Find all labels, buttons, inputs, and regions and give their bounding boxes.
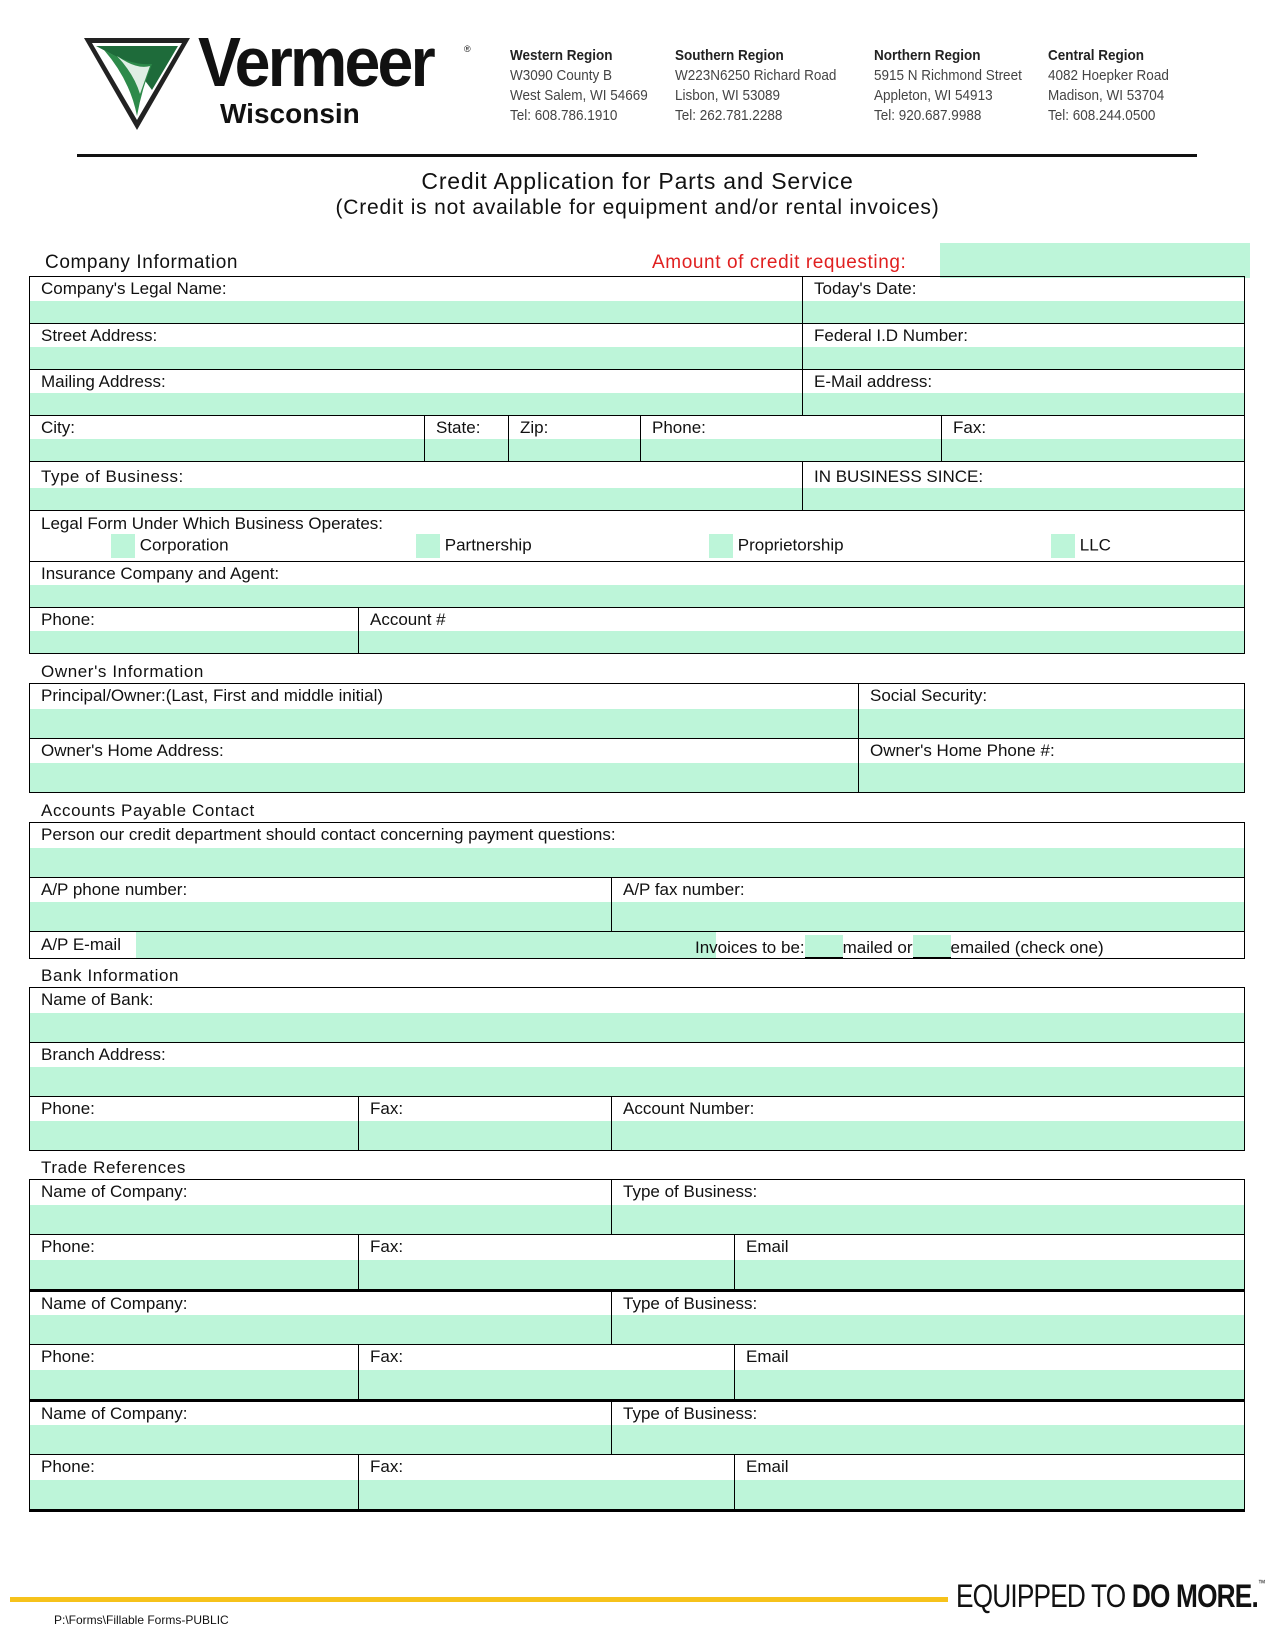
llc-checkbox[interactable] [1051,534,1075,558]
trade-2-email-label: Email [746,1347,789,1366]
credit-amount-label: Amount of credit requesting: [652,252,907,273]
page-title: Credit Application for Parts and Service [421,168,854,194]
insurance-cell [30,562,1244,607]
street-label: Street Address: [41,326,158,345]
trade-ref-3-row-b [30,1454,1244,1509]
legal-form-corporation [111,534,229,558]
emailed-checkbox[interactable] [913,935,951,958]
mailed-checkbox[interactable] [805,935,843,958]
todays-date-field[interactable] [803,301,1244,323]
todays-date-cell [802,277,1244,323]
region-northern: Northern Region 5915 N Richmond Street Appleton, WI 54913 Tel: 920.687.9988 [874,47,1022,124]
email-field[interactable] [803,393,1244,415]
type-business-field[interactable] [30,488,802,510]
ap-email-cell [30,932,1244,958]
legal-name-cell [30,277,802,323]
fax-field[interactable] [942,439,1244,461]
region-southern: Southern Region W223N6250 Richard Road Lisbon, WI 53089 Tel: 262.781.2288 [675,47,837,124]
ap-fax-label: A/P fax number: [623,880,745,899]
zip-field[interactable] [509,439,640,461]
footer-rule [10,1597,948,1602]
proprietorship-checkbox[interactable] [709,534,733,558]
principal-label: Principal/Owner:(Last, First and middle initial) [41,686,384,705]
todays-date-label: Today's Date: [814,279,917,298]
phone-cell [640,416,941,461]
trade-2-phone-field[interactable] [30,1370,358,1399]
bank-account-field[interactable] [612,1121,1244,1150]
trade-ref-1-row-b [30,1234,1244,1289]
trade-2-name-label: Name of Company: [41,1294,188,1313]
section-trade-references: Trade References [41,1158,187,1177]
street-cell [30,324,802,369]
bank-name-field[interactable] [30,1013,1244,1042]
home-phone-cell [858,739,1244,792]
bank-phone-field[interactable] [30,1121,358,1150]
ins-account-cell [358,608,1244,653]
mailing-cell [30,370,802,415]
state-label: State: [436,418,481,437]
trade-3-phone-label: Phone: [41,1457,95,1476]
brand-state: Wisconsin [220,98,360,129]
legal-form-cell [30,511,1244,561]
fax-label: Fax: [953,418,987,437]
header-divider [77,154,1197,157]
trade-ref-1-row-a [30,1180,1244,1234]
trade-3-email-field[interactable] [735,1480,1244,1509]
legal-form-proprietorship [709,534,844,558]
brand-name: Vermeer [198,23,433,101]
bank-account-cell [611,1097,1244,1150]
email-label: E-Mail address: [814,372,933,391]
trade-3-name-field[interactable] [30,1425,611,1454]
bank-name-cell [30,988,1244,1042]
ins-phone-cell [30,608,358,653]
trade-ref-3-row-a [30,1399,1244,1454]
tagline-bold: DO MORE. [1131,1578,1258,1614]
trade-2-fax-label: Fax: [370,1347,404,1366]
partnership-checkbox[interactable] [416,534,440,558]
ap-email-label: A/P E-mail [41,935,121,954]
city-field[interactable] [30,439,424,461]
tagline-light: EQUIPPED TO [956,1578,1132,1614]
trade-2-name-field[interactable] [30,1315,611,1344]
bank-phone-label: Phone: [41,1099,95,1118]
trade-1-email-field[interactable] [735,1260,1244,1289]
ap-fax-field[interactable] [612,902,1244,931]
federal-id-field[interactable] [803,347,1244,369]
invoices-label: Invoices to be: [695,938,805,957]
ssn-cell [858,684,1244,738]
ap-email-field[interactable] [136,932,716,958]
ins-account-label: Account # [370,610,446,629]
street-field[interactable] [30,347,802,369]
bank-table [29,987,1245,1151]
mailed-label: mailed or [842,938,913,957]
zip-label: Zip: [520,418,549,437]
bank-account-label: Account Number: [623,1099,755,1118]
mailing-field[interactable] [30,393,802,415]
in-business-since-cell [802,462,1244,510]
bank-name-label: Name of Bank: [41,990,154,1009]
trade-1-fax-field[interactable] [359,1260,734,1289]
trade-2-fax-field[interactable] [359,1370,734,1399]
trade-3-email-label: Email [746,1457,789,1476]
type-business-cell [30,462,802,510]
in-business-since-label: IN BUSINESS SINCE: [814,467,984,486]
ap-fax-cell [611,878,1244,931]
principal-cell [30,684,858,738]
trade-2-type-label: Type of Business: [623,1294,758,1313]
ap-phone-label: A/P phone number: [41,880,188,899]
section-accounts-payable: Accounts Payable Contact [41,801,255,820]
trade-1-type-label: Type of Business: [623,1182,758,1201]
type-business-label: Type of Business: [41,467,184,486]
ap-person-field[interactable] [30,848,1244,877]
footer-tagline [956,1578,1264,1615]
company-info-table [29,276,1245,654]
ap-table [29,822,1245,959]
zip-cell [508,416,640,461]
emailed-label: emailed (check one) [950,938,1104,957]
trademark-mark: ™ [1257,1578,1265,1588]
corporation-label: Corporation [139,535,229,555]
mailing-label: Mailing Address: [41,372,166,391]
bank-fax-label: Fax: [370,1099,404,1118]
trade-3-name-label: Name of Company: [41,1404,188,1423]
insurance-label: Insurance Company and Agent: [41,564,280,583]
ins-phone-label: Phone: [41,610,95,629]
legal-form-label: Legal Form Under Which Business Operates: [41,514,384,533]
bank-phone-cell [30,1097,358,1150]
legal-form-partnership [416,534,532,558]
home-address-cell [30,739,858,792]
federal-id-label: Federal I.D Number: [814,326,968,345]
region-western: Western Region W3090 County B West Salem, WI 54669 Tel: 608.786.1910 [510,47,648,124]
corporation-checkbox[interactable] [111,534,135,558]
trade-3-phone-field[interactable] [30,1480,358,1509]
legal-name-field[interactable] [30,301,802,323]
trade-1-name-field[interactable] [30,1205,611,1234]
registered-mark: ® [464,44,471,54]
bank-fax-cell [358,1097,611,1150]
trade-3-type-field[interactable] [612,1425,1244,1454]
phone-field[interactable] [641,439,941,461]
legal-form-llc [1051,534,1111,558]
in-business-since-field[interactable] [803,488,1244,510]
ssn-label: Social Security: [870,686,988,705]
trade-2-type-field[interactable] [612,1315,1244,1344]
fax-cell [941,416,1244,461]
ssn-field[interactable] [859,709,1244,738]
trade-ref-2-row-b [30,1344,1244,1399]
vermeer-logo-icon [82,36,192,132]
city-label: City: [41,418,75,437]
home-address-field[interactable] [30,763,858,792]
legal-name-label: Company's Legal Name: [41,279,227,298]
trade-1-name-label: Name of Company: [41,1182,188,1201]
llc-label: LLC [1079,535,1111,555]
phone-label: Phone: [652,418,706,437]
home-phone-field[interactable] [859,763,1244,792]
ap-person-label: Person our credit department should contact concerning payment questions: [41,825,616,844]
state-field[interactable] [425,439,508,461]
trade-1-fax-label: Fax: [370,1237,404,1256]
ins-phone-field[interactable] [30,631,358,653]
home-phone-label: Owner's Home Phone #: [870,741,1055,760]
page-subtitle: (Credit is not available for equipment and/or rental invoices) [335,196,940,219]
trade-1-phone-field[interactable] [30,1260,358,1289]
partnership-label: Partnership [444,535,532,555]
branch-address-field[interactable] [30,1067,1244,1096]
region-central: Central Region 4082 Hoepker Road Madison, WI 53704 Tel: 608.244.0500 [1048,47,1169,124]
trade-3-type-label: Type of Business: [623,1404,758,1423]
ap-phone-cell [30,878,611,931]
file-path: P:\Forms\Fillable Forms-PUBLIC [54,1613,229,1627]
trade-2-email-field[interactable] [735,1370,1244,1399]
proprietorship-label: Proprietorship [737,535,844,555]
trade-1-type-field[interactable] [612,1205,1244,1234]
email-cell [802,370,1244,415]
section-bank-info: Bank Information [41,966,180,985]
trade-1-phone-label: Phone: [41,1237,95,1256]
principal-field[interactable] [30,709,858,738]
trade-3-fax-field[interactable] [359,1480,734,1509]
section-owner-info: Owner's Information [41,662,204,681]
trade-2-phone-label: Phone: [41,1347,95,1366]
owner-info-table [29,683,1245,793]
ap-person-cell [30,823,1244,877]
ap-phone-field[interactable] [30,902,611,931]
federal-id-cell [802,324,1244,369]
trade-1-email-label: Email [746,1237,789,1256]
state-cell [424,416,508,461]
trade-3-fax-label: Fax: [370,1457,404,1476]
city-cell [30,416,424,461]
ins-account-field[interactable] [359,631,1244,653]
branch-address-cell [30,1043,1244,1096]
bank-fax-field[interactable] [359,1121,611,1150]
insurance-field[interactable] [30,585,1244,607]
trade-ref-2-row-a [30,1289,1244,1344]
credit-amount-field[interactable] [940,243,1250,278]
section-company-info: Company Information [45,252,239,273]
trade-references-table [29,1179,1245,1512]
invoices-delivery [695,935,1104,958]
branch-address-label: Branch Address: [41,1045,166,1064]
home-address-label: Owner's Home Address: [41,741,224,760]
